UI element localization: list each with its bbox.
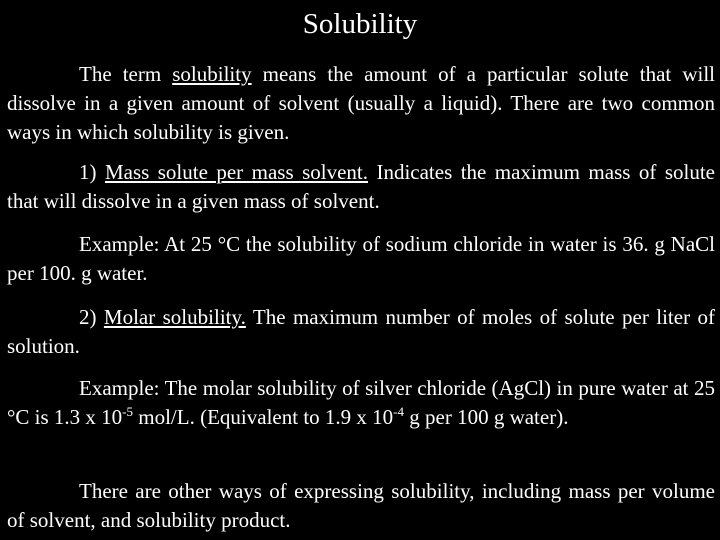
exponent-2: -4 [393,404,404,419]
agcl-text-b: mol/L. (Equivalent to 1.9 x 10 [133,405,394,429]
other-ways-paragraph: There are other ways of expressing solubility, including mass per volume of solvent, and solubility product. [7,479,715,532]
slide-title: Solubility [302,8,418,40]
definition-pre: The term [79,62,173,86]
molar-description: The maximum number of moles of solute per liter of solution. [7,305,715,358]
mass-solubility-term: Mass solute per mass solvent. [104,160,368,184]
molar-solubility-term: Molar solubility. [103,305,246,329]
mass-description: Indicates the maximum mass of solute that will dissolve in a given mass of solvent. [7,160,715,213]
agcl-example-paragraph [7,374,715,432]
molar-number: 2) [79,305,104,329]
definition-post: means the amount of a particular solute that will dissolve in a given amount of solvent (usually a liquid). There are two common ways in which solubility is given. [7,62,715,144]
mass-solubility-paragraph [7,158,715,216]
exponent-1: -5 [122,404,134,419]
mass-number: 1) [79,160,105,184]
molar-solubility-paragraph [7,303,715,361]
agcl-text-a: Example: The molar solubility of silver chloride (AgCl) in pure water at 25 °C is 1.3 x 10 [7,376,715,429]
agcl-text-c: g per 100 g water). [404,405,569,429]
solubility-term: solubility [172,62,252,86]
nacl-example-paragraph: Example: At 25 °C the solubility of sodium chloride in water is 36. g NaCl per 100. g water. [7,232,715,285]
definition-paragraph [7,60,715,147]
